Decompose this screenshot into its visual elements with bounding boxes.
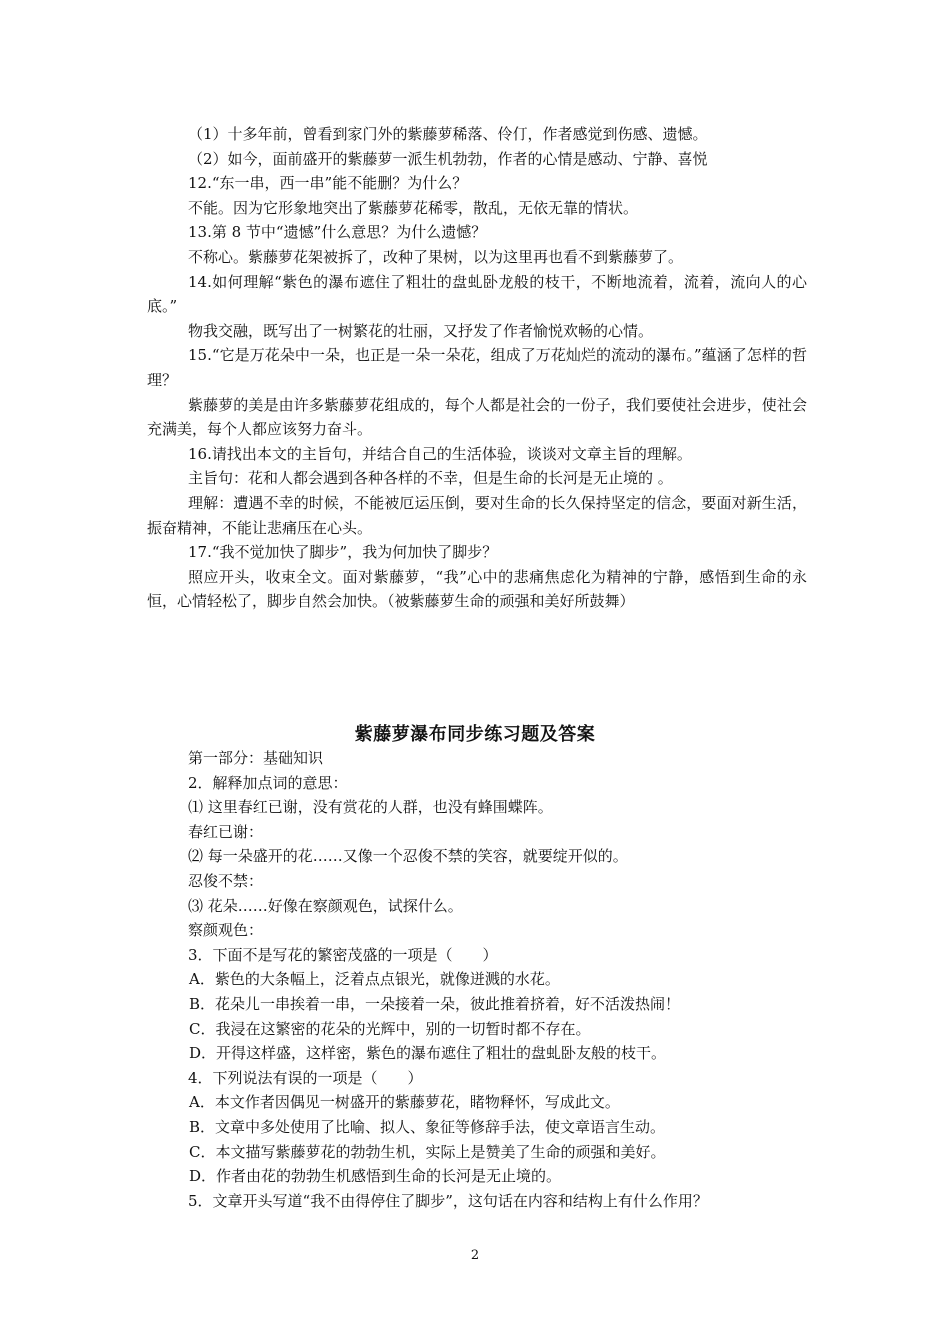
page-number: 2 [470,1248,480,1263]
question-15: 15.“它是万花朵中一朵，也正是一朵一朵花，组成了万花灿烂的流动的瀑布。”蕴涵了怎样的哲理？ [147,346,807,389]
question-2-word-1: 春红已谢： [188,822,264,841]
question-17: 17.“我不觉加快了脚步”，我为何加快了脚步？ [188,543,498,562]
question-4-option-b: B．文章中多处使用了比喻、拟人、象征等修辞手法，使文章语言生动。 [189,1117,666,1136]
question-4-option-a: A．本文作者因偶见一树盛开的紫藤萝花，睹物释怀，写成此文。 [189,1093,620,1112]
answer-12: 不能。因为它形象地突出了紫藤萝花稀零，散乱，无依无靠的情状。 [188,198,639,217]
answer-16-understanding: 理解：遭遇不幸的时候，不能被厄运压倒，要对生命的长久保持坚定的信念，要面对新生活，振奋精神，不能让悲痛压在心头。 [147,493,807,537]
question-4: 4．下列说法有误的一项是（ ） [188,1068,423,1087]
question-16: 16.请找出本文的主旨句，并结合自己的生活体验，谈谈对文章主旨的理解。 [188,444,692,463]
answer-15: 紫藤萝的美是由许多紫藤萝花组成的，每个人都是社会的一份子，我们要使社会进步，使社会充满美，每个人都应该努力奋斗。 [147,395,807,439]
question-2-word-2: 忍俊不禁： [188,871,264,890]
answer-1: （1）十多年前，曾看到家门外的紫藤萝稀落、伶仃，作者感觉到伤感、遗憾。 [188,125,708,143]
question-2-item-2: ⑵ 每一朵盛开的花……又像一个忍俊不禁的笑容，就要绽开似的。 [188,847,628,866]
question-4-option-d: D．作者由花的勃勃生机感悟到生命的长河是无止境的。 [189,1167,562,1186]
answer-2: （2）如今，面前盛开的紫藤萝一派生机勃勃，作者的心情是感动、宁静、喜悦 [188,149,708,168]
answer-13: 不称心。紫藤萝花架被拆了，改种了果树，以为这里再也看不到紫藤萝了。 [188,247,684,266]
question-2-item-1: ⑴ 这里春红已谢，没有赏花的人群，也没有蜂围蝶阵。 [188,798,553,817]
exercise-section [147,746,807,1213]
answer-17: 照应开头，收束全文。面对紫藤萝，“我”心中的悲痛焦虑化为精神的宁静，感悟到生命的永恒，心情轻松了，脚步自然会加快。（被紫藤萝生命的顽强和美好所鼓舞） [147,567,807,611]
answer-14: 物我交融，既写出了一树繁花的壮丽，又抒发了作者愉悦欢畅的心情。 [188,321,654,340]
question-3-option-d: D．开得这样盛，这样密，紫色的瀑布遮住了粗壮的盘虬卧友般的枝干。 [189,1044,667,1063]
question-12: 12.“东一串，西一串”能不能删？为什么？ [188,174,468,193]
question-2-word-3: 察颜观色： [188,921,264,940]
question-3: 3．下面不是写花的繁密茂盛的一项是（ ） [188,945,498,964]
exercise-title: 紫藤萝瀑布同步练习题及答案 [354,724,596,745]
question-13: 13.第 8 节中“遗憾”什么意思？为什么遗憾？ [188,223,487,242]
question-14: 14.如何理解“紫色的瀑布遮住了粗壮的盘虬卧龙般的枝干，不断地流着，流着，流向人的心底。” [147,272,807,316]
question-3-option-c: C．我浸在这繁密的花朵的光辉中，别的一切暂时都不存在。 [189,1019,591,1038]
question-2: 2．解释加点词的意思： [188,773,348,792]
part-heading: 第一部分：基础知识 [188,749,324,767]
question-5: 5．文章开头写道“我不由得停住了脚步”，这句话在内容和结构上有什么作用？ [188,1191,708,1210]
question-2-item-3: ⑶ 花朵……好像在察颜观色，试探什么。 [188,896,463,915]
question-4-option-c: C．本文描写紫藤萝花的勃勃生机，实际上是赞美了生命的顽强和美好。 [189,1142,666,1161]
answer-16-thesis: 主旨句：花和人都会遇到各种各样的不幸，但是生命的长河是无止境的 。 [188,469,673,488]
answers-section [147,122,807,614]
question-3-option-b: B．花朵儿一串挨着一串，一朵接着一朵，彼此推着挤着，好不活泼热闹！ [189,994,681,1013]
question-3-option-a: A．紫色的大条幅上，泛着点点银光，就像迸溅的水花。 [189,970,560,989]
